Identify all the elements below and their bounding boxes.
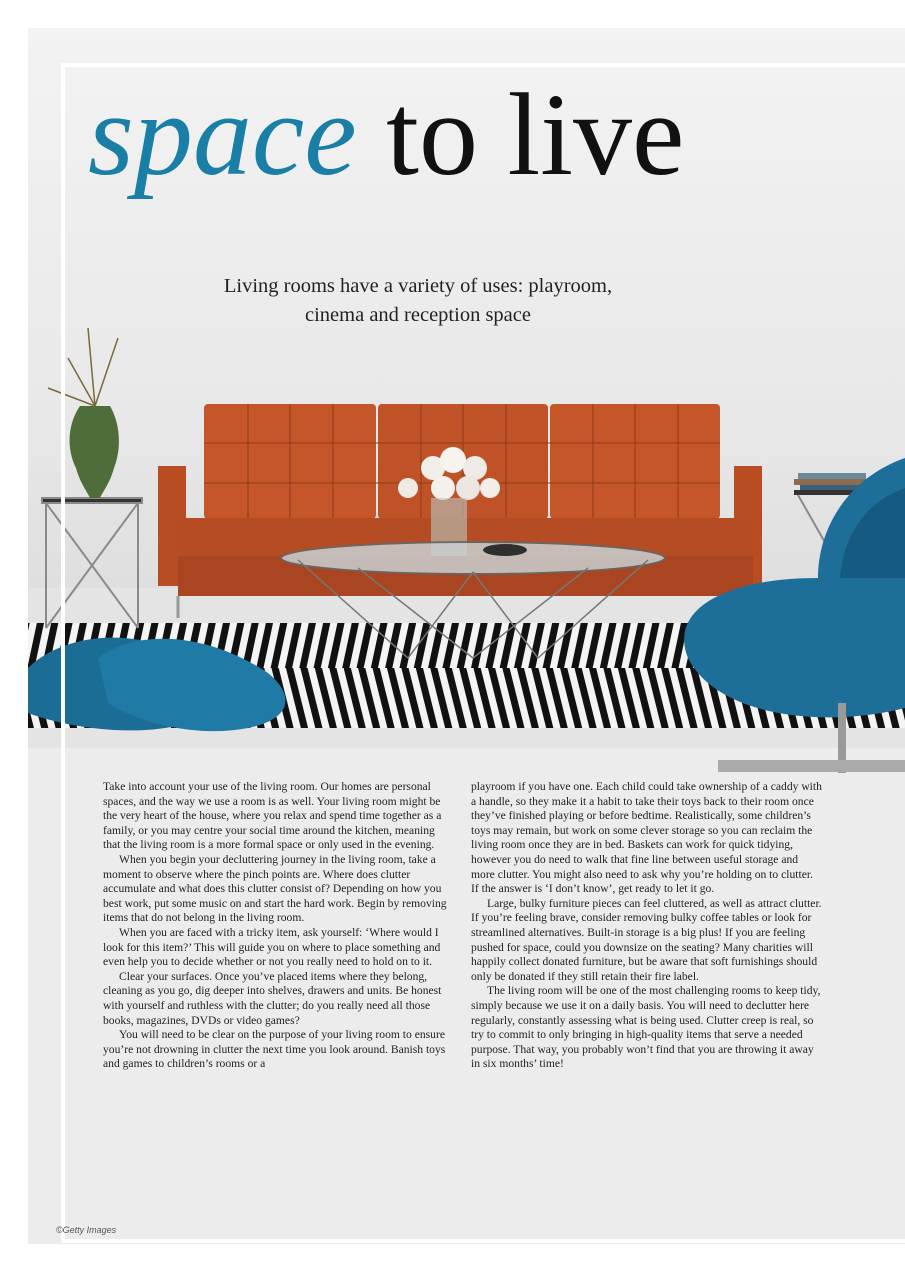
paragraph: You will need to be clear on the purpose of your living room to ensure you’re not drowning in clutter the next time you look around. Banish toys and games to children’s rooms or a — [103, 1028, 446, 1071]
headline-rest: to live — [386, 69, 685, 200]
standfirst: Living rooms have a variety of uses: playroom, cinema and reception space — [223, 275, 613, 326]
magazine-page — [28, 28, 905, 1244]
living-room-photo — [28, 328, 905, 788]
paragraph: playroom if you have one. Each child could take ownership of a caddy with a handle, so they make it a habit to take their toys back to their room once they’ve finished playing or before bedtime. Realistically, some children’s toys may remain, but work on some clever storage so you can reclaim the living room once they are in bed. Baskets can work for quick tidying, however you do need to walk that fine line between useful storage and more clutter. You might also need to ask why you’re holding on to clutter. If the answer is ‘I don’t know’, get ready to let it go. — [471, 780, 822, 896]
paragraph: When you are faced with a tricky item, ask yourself: ‘Where would I look for this item?’ This will guide you on where to place something and even help you to decide whether or not you really need to hold on to it. — [103, 925, 441, 969]
photo-credit: ©Getty Images — [56, 1225, 117, 1235]
green-vase — [48, 328, 119, 498]
headline-accent: space — [88, 69, 357, 200]
side-table-left — [42, 498, 142, 628]
paragraph: When you begin your decluttering journey in the living room, take a moment to observe where the pinch points are. Where does clutter accumulate and what does this clutter consist of? Depending on how you best work, put some music on and start the hard work. Begin by removing items that do not belong in the living room. — [103, 852, 447, 925]
paragraph: Clear your surfaces. Once you’ve placed items where they belong, cleaning as you go, dig deeper into shelves, drawers and units. Be honest with yourself and ruthless with the clutter; do you really need all those books, magazines, DVDs or video games? — [103, 969, 442, 1027]
paragraph: The living room will be one of the most challenging rooms to keep tidy, simply because we use it on a daily basis. You will need to declutter here regularly, constantly assessing what is being used. Clutter creep is real, so try to commit to only bringing in high-quality items that serve a needed purpose. That way, you probably won’t find that you are throwing it away in six months’ time! — [471, 984, 821, 1071]
headline — [88, 69, 685, 200]
paragraph: Large, bulky furniture pieces can feel cluttered, as well as attract clutter. If you’re feeling brave, consider removing bulky coffee tables or look for streamlined alternatives. Built-in storage is a big plus! If you are feeling pushed for space, could you downsize on the seating? Many charities will happily collect donated furniture, but be aware that soft furnishings should only be donated if they still retain their fire label. — [471, 896, 822, 983]
paragraph: Take into account your use of the living room. Our homes are personal spaces, and the way we use a room is as well. Your living room might be the very heart of the house, where you relax and spend time together as a family, or you may centre your social time around the kitchen, meaning that the living room is a more formal space or only used in the evening. — [103, 780, 442, 852]
body-column-1 — [103, 780, 453, 1072]
body-column-2 — [471, 780, 823, 1072]
